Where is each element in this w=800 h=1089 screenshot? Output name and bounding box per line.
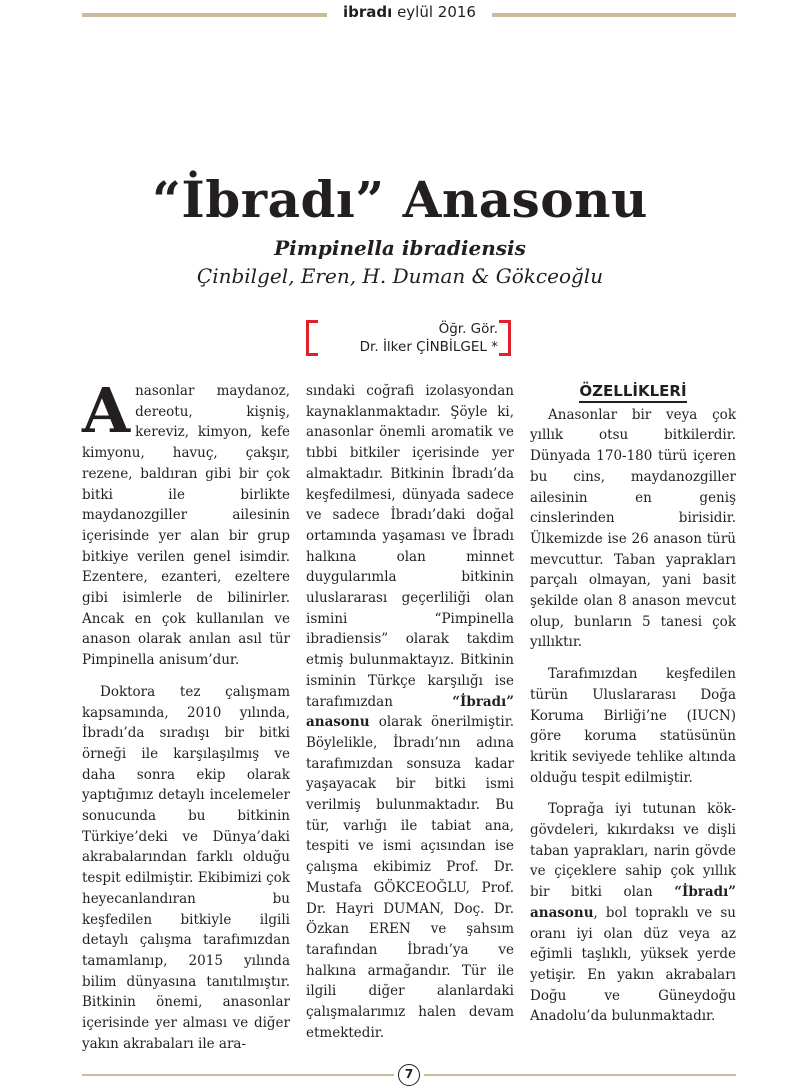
magazine-brand: ibradı <box>343 3 393 21</box>
text-run: sındaki coğrafi izolasyondan kaynaklanmaktadır. Şöyle ki, anasonlar önemli aromatik ve tıbbi bitkiler içerisinde yer almaktadır. Bitkinin İbradı’da keşfedilmesi, dünyada sadece ve sadece İbradı’daki doğal ortamında yaşaması ve İbradı halkına olan minnet duygularımla bitkinin uluslararası geçerliliği olan ismini “Pimpinella ibradiensis” olarak takdim etmiş bulunmaktayız. Bitkinin isminin Türkçe karşılığı ise tarafımızdan <box>306 383 514 710</box>
text-run: Toprağa iyi tutunan kök-gövdeleri, kıkırdaksı ve dişli taban yaprakları, narin gövde ve çiçeklere sahip çok yıllık bir bitki olan <box>530 801 736 901</box>
running-header <box>327 3 492 21</box>
bold-term: “İbradı” anasonu <box>530 884 736 921</box>
issue-date: eylül 2016 <box>397 3 476 21</box>
text-run: , bol topraklı ve su oranı iyi olan düz veya az eğimli taşlıklı, yüksek yerde yetişir. En yakın akrabaları Doğu ve Güneydoğu Anadolu’da bulunmaktadır. <box>530 904 736 1025</box>
text-run: olarak önerilmiştir. Böylelikle, İbradı’nın adına tarafımızdan sonsuza kadar yaşayacak bir bitki ismi verilmiş bulunmaktadır. Bu tür, varlığı ile tabiat ana, tespiti ve ismi açısından ise çalışma ekibimiz Prof. Dr. Mustafa GÖKCEOĞLU, Prof. Dr. Hayri DUMAN, Doç. Dr. Özkan EREN ve şahsım tarafından İbradı’ya ve halkına armağandır. Tür ile ilgili diğer alanlardaki çalışmalarımız halen devam etmektedir. <box>306 714 515 1041</box>
author-name: Dr. İlker ÇİNBİLGEL * <box>359 339 498 355</box>
paragraph <box>306 381 514 1044</box>
header-rule-left <box>82 13 327 17</box>
section-heading-text: ÖZELLİKLERİ <box>579 382 686 403</box>
scientific-name: Pimpinella ibradiensis <box>274 236 526 260</box>
footer-rule-left <box>82 1074 394 1076</box>
author-byline <box>320 320 498 356</box>
byline-bracket-right <box>499 320 511 356</box>
paragraph <box>530 799 736 1027</box>
byline-bracket-left <box>306 320 318 356</box>
section-heading <box>530 381 736 403</box>
article-title: “İbradı” Anasonu <box>152 170 648 229</box>
footer-rule-right <box>424 1074 736 1076</box>
header-rule-right <box>492 13 736 17</box>
taxon-authorities: Çinbilgel, Eren, H. Duman & Gökceoğlu <box>196 264 604 288</box>
paragraph: Doktora tez çalışmam kapsamında, 2010 yılında, İbradı’da sıradışı bir bitki örneği ile karşılaşılmış ve daha sonra ekip olarak yaptığımız detaylı incelemeler sonucunda bu bitkinin Türkiye’deki ve Dünya’daki akrabalarından farklı olduğu tespit edilmiştir. Ekibimizi çok heyecanlandıran bu keşfedilen bitkiyle ilgili detaylı çalışma tarafımızdan tamamlanıp, 2015 yılında bilim dünyasına tanıtılmıştır. Bitkinin önemi, anasonlar içerisinde yer alması ve diğer yakın akrabaları ile ara- <box>82 683 290 1052</box>
column-3 <box>530 381 736 1038</box>
intro-paragraph <box>82 374 290 671</box>
bold-term: “İbradı” anasonu <box>306 693 514 731</box>
column-2 <box>306 381 514 1055</box>
drop-cap: A <box>82 374 131 447</box>
intro-text: nasonlar maydanoz, dereotu, kişniş, kereviz, kimyon, kefe kimyonu, havuç, çakşır, rezene, baldıran gibi bir çok bitki ile birlikte maydanozgiller ailesinin içerisinde yer alan bir grup bitkiye verilen genel isimdir. Ezentere, ezanteri, ezeltere gibi isimlerle de bilinirler. Ancak en çok kullanılan ve anason olarak anılan asıl tür Pimpinella anisum’dur. <box>82 383 290 669</box>
paragraph: Anasonlar bir veya çok yıllık otsu bitkilerdir. Dünyada 170-180 türü içeren bu cins, maydanozgiller ailesinin en geniş cinslerinden birisidir. Ülkemizde ise 26 anason türü mevcuttur. Taban yaprakları parçalı olmayan, yani basit şekilde olan 8 anason mevcut olup, bunların 5 tanesi çok yıllıktır. <box>530 406 736 651</box>
author-title: Öğr. Gör. <box>438 321 498 337</box>
paragraph: Tarafımızdan keşfedilen türün Uluslararası Doğa Koruma Birliği’ne (IUCN) göre koruma statüsünün kritik seviyede tehlike altında olduğu tespit edilmiştir. <box>530 666 736 786</box>
column-1 <box>82 374 290 1066</box>
page-number: 7 <box>398 1064 420 1086</box>
